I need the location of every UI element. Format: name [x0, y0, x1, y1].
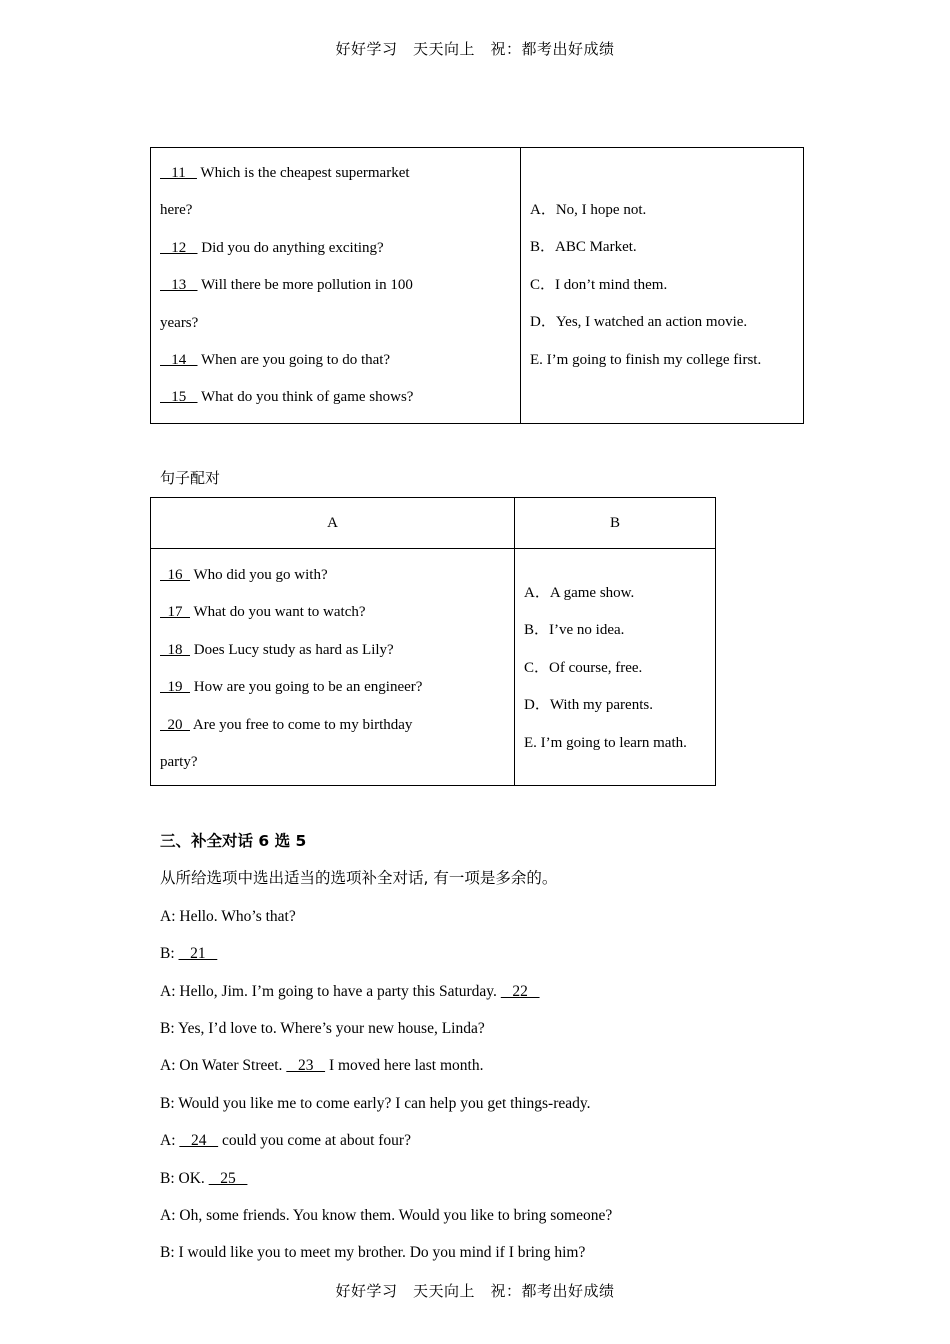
- answer-blank[interactable]: 20: [160, 716, 190, 733]
- question-text: Which is the cheapest supermarket: [196, 165, 410, 181]
- question-text: here?: [160, 202, 193, 219]
- page-header: 好好学习 天天向上 祝：都考出好成绩: [335, 40, 615, 58]
- question-text: Who did you go with?: [190, 567, 328, 583]
- option-d: D．Yes, I watched an action movie.: [530, 314, 748, 331]
- answer-blank[interactable]: 22: [500, 982, 540, 1000]
- answer-blank[interactable]: 25: [208, 1169, 248, 1187]
- answer-blank[interactable]: 15: [160, 389, 198, 406]
- answer-blank[interactable]: 23: [286, 1057, 326, 1075]
- question-line: [160, 267, 520, 304]
- option-b: B．I’ve no idea.: [524, 622, 625, 639]
- question-line: [160, 342, 520, 379]
- answer-blank[interactable]: 11: [160, 165, 197, 181]
- dialogue-line: [160, 1197, 860, 1234]
- questions-cell: [151, 148, 521, 424]
- option-d: D．With my parents.: [524, 697, 653, 714]
- question-line: [160, 632, 514, 669]
- question-line: [160, 192, 520, 229]
- dialogue-line: [160, 1234, 860, 1271]
- answer-blank[interactable]: 13: [160, 277, 198, 294]
- option-a: A．No, I hope not.: [530, 202, 647, 218]
- dialogue-text: B:: [160, 945, 179, 963]
- question-text: What do you think of game shows?: [197, 389, 414, 406]
- dialogue-text: could you come at about four?: [218, 1132, 411, 1150]
- dialogue-text: A: On Water Street.: [160, 1057, 287, 1075]
- column-header-b: B: [515, 498, 716, 549]
- question-line: [160, 230, 520, 267]
- question-line: [160, 744, 514, 781]
- dialogue-line: [160, 1160, 860, 1197]
- dialogue-line: [160, 1085, 860, 1122]
- dialogue-line: [160, 935, 860, 972]
- dialogue-section: [160, 823, 860, 1272]
- dialogue-text: B: OK.: [160, 1169, 209, 1187]
- question-text: Does Lucy study as hard as Lily?: [190, 641, 394, 658]
- dialogue-text: B: Yes, I’d love to. Where’s your new house, Linda?: [160, 1019, 485, 1037]
- answer-blank[interactable]: 14: [160, 351, 198, 368]
- dialogue-text: A: Hello. Who’s that?: [160, 907, 296, 925]
- question-text: How are you going to be an engineer?: [190, 679, 423, 696]
- question-line: [160, 305, 520, 342]
- option-a: A．A game show.: [524, 585, 635, 601]
- question-text: Will there be more pollution in 100: [197, 277, 413, 294]
- section-label: 句子配对: [160, 469, 221, 487]
- matching-table-2: [150, 497, 716, 786]
- dialogue-text: B: Would you like me to come early? I can help you get things-ready.: [160, 1094, 591, 1112]
- question-text: Did you do anything exciting?: [197, 239, 384, 256]
- question-line: [160, 155, 520, 192]
- question-line: [160, 557, 514, 594]
- column-header-a: A: [151, 498, 515, 549]
- questions-cell: [151, 549, 515, 786]
- answer-blank[interactable]: 18: [160, 641, 190, 658]
- question-text: party?: [160, 753, 198, 770]
- option-c: C．I don’t mind them.: [530, 276, 668, 293]
- option-e: E. I’m going to finish my college first.: [530, 351, 762, 368]
- answer-blank[interactable]: 21: [178, 945, 218, 963]
- answer-blank[interactable]: 17: [160, 604, 190, 621]
- question-line: [160, 669, 514, 706]
- page-footer: 好好学习 天天向上 祝：都考出好成绩: [335, 1282, 615, 1300]
- answer-blank[interactable]: 12: [160, 239, 198, 256]
- option-e: E. I’m going to learn math.: [524, 734, 687, 751]
- dialogue-text: I moved here last month.: [325, 1057, 484, 1075]
- options-cell: [521, 148, 804, 424]
- dialogue-line: [160, 1122, 860, 1159]
- answer-blank[interactable]: 19: [160, 679, 190, 696]
- answer-blank[interactable]: 24: [179, 1132, 219, 1150]
- question-text: When are you going to do that?: [197, 351, 391, 368]
- dialogue-text: A:: [160, 1132, 180, 1150]
- dialogue-line: [160, 973, 860, 1010]
- options-cell: [515, 549, 716, 786]
- question-line: [160, 379, 520, 416]
- dialogue-line: [160, 1010, 860, 1047]
- question-line: [160, 707, 514, 744]
- matching-table-1: [150, 147, 804, 424]
- question-line: [160, 594, 514, 631]
- option-b: B．ABC Market.: [530, 239, 637, 256]
- dialogue-text: A: Hello, Jim. I’m going to have a party this Saturday.: [160, 982, 501, 1000]
- question-text: What do you want to watch?: [190, 604, 366, 621]
- section-title: 三、补全对话 6 选 5: [160, 832, 307, 850]
- section-instruction: 从所给选项中选出适当的选项补全对话, 有一项是多余的。: [160, 869, 558, 888]
- option-c: C．Of course, free.: [524, 659, 643, 676]
- dialogue-line: [160, 898, 860, 935]
- dialogue-text: B: I would like you to meet my brother. Do you mind if I bring him?: [160, 1244, 586, 1262]
- question-text: years?: [160, 314, 199, 331]
- dialogue-text: A: Oh, some friends. You know them. Would you like to bring someone?: [160, 1206, 613, 1224]
- question-text: Are you free to come to my birthday: [190, 716, 413, 733]
- answer-blank[interactable]: 16: [160, 567, 190, 583]
- dialogue-line: [160, 1047, 860, 1084]
